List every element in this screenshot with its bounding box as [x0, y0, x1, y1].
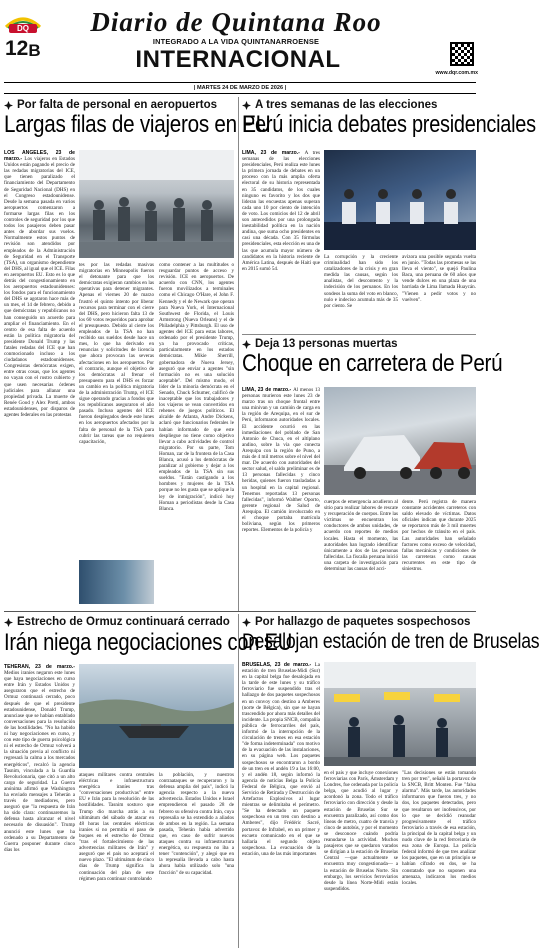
story4-column-2 [79, 772, 154, 948]
issue-date: | MARTES 24 DE MARZO DE 2026 | [193, 85, 287, 91]
story4-col3-text: la población, y nuestros contraataques se recuperaron y la defensa amplia del país", indicó la agencia respecto a la nueva advertencia. Estados Unidos e Israel emprendieron el pasado 28 de febrero su ofensiva contra Irán, cuya represalia se ha extendido a aliados de ambos en la región. La semana pasada, Teherán había advertido que, en caso de sufrir nuevos ataques contra su infraestructura energética, su respuesta no iba a tener "contención", y alegó que en la represalia llevada a cabo hasta ahora había utilizado solo "una fracción" de su capacidad. [159, 772, 234, 876]
story4-col1-text: Medios iraníes negaron este lunes que haya negociaciones en curso entre Irán y Estados Unidos y aseguraron que el estrecho de Ormuz continuará cerrado, poco después de que el presidente estadounidense, Donald Trump, anunciase que se habían entablado conversaciones para la resolución de las hostilidades. "No ha habido ni hay negociaciones en curso, y con este tipo de guerra psicológica ni el estrecho de Ormuz volverá a la situación previa al conflicto ni regresará la calma a los mercados energéticos", recalcó la agencia Tasnim, vinculada a la Guardia Revolucionaria, que citó a un alto cargo de seguridad. La Guerra anónima afirmó que Washington ha enviado mensajes a Teherán a través de mediadores, pero aseguró que "la respuesta de Irán ha sido clara: continuaremos la defensa hasta alcanzar el nivel necesario de disuasión". Trump anunció este lunes que ha ordenado a su Departamento de Guerra posponer durante cinco días los [4, 670, 75, 853]
story4-dateline: TEHERAN, 23 de marzo.- [4, 664, 75, 670]
section-title: INTERNACIONAL [135, 46, 341, 73]
page-divider [4, 611, 476, 612]
story3-kicker-text: Deja 13 personas muertas [255, 338, 398, 350]
story4-kicker [4, 616, 230, 628]
story3-column-1 [242, 387, 320, 607]
story5-col3-text: "Las decisiones se están tomando tren por tren", señaló la portavoz de la SNCB, Britt Monten. Fue "falsa alarma". Más tarde, las autoridades informaron que fueron tres, y no dos, los paquetes detectados, pero que resultaron ser inofensivos, por lo que se decidió reanudar progresivamente el tráfico ferroviario a través de esa estación, la principal de la capital belga y un nudo clave de la red ferroviaria de esa zona de Europa. La policía federal informó de que tres analizar los paquetes, que en un principio se habían cifrado en dos, se ha constatado que no suponen una amenaza, indicaron los medios locales. [402, 770, 476, 886]
story5-kicker-text: Por hallazgo de paquetes sospechosos [255, 616, 471, 628]
story5-kicker [242, 616, 470, 628]
page-number-digits: 12 [5, 37, 29, 60]
masthead-rule-bottom [4, 93, 476, 94]
story5-headline: Desalojan estación de tren de Bruselas [242, 630, 539, 653]
website[interactable]: www.dqr.com.mx [435, 70, 478, 76]
story5-column-1 [242, 662, 320, 948]
story1-headline: Largas filas de viajeros en EU [4, 111, 271, 138]
story1-col3-text: como contener a las multitudes o resguardar puntos de acceso y revisión. ICE en aeropuertos. De acuerdo con CNN, los agentes fueron movilizados a terminales como el Chicago O'Hare, el John F. Kennedy y el de Newark que operan para Nueva York, el Internacional Southwest de Florida, el Louis Armstrong (Nueva Orleans) y el de Philadelphia y Pittsburgh. El uso de agentes del ICE para estas labores, ordenado por el presidente Trump, ya ha provocado críticas, particularmente en los estados demócratas. Mikie Sherrill, gobernadora de Nueva Jersey, aseguró que enviar a agentes "sin formación no es una solución aceptable". Del mismo modo, el líder de la minoría demócrata en el Senado, Chuck Schumer, calificó de inaceptable que los trabajadores y los viajeros se vean convertidos en rehenes de juegos políticos. El alcalde de Atlanta, Andre Dickens, aclaró que funcionarios federales le habían informado de que este despliegue no tiene como objetivo llevar a cabo actividades de control migratorio. Por su parte, Tom Homan, zar de la frontera de la Casa Blanca, acusó a los demócratas de paralizar al gobierno y dejar a los empleados de la TSA sin sus sueldos. "Están castigando a los hombres y mujeres de la TSA porque no les gusta que se aplique la ley de inmigración", indicó hoy Homan a periodistas desde la Casa Blanca. [159, 262, 234, 512]
tagline: INTEGRADO A LA VIDA QUINTANARROENSE [152, 37, 320, 46]
story5-column-2 [324, 770, 398, 948]
story5-photo [324, 662, 476, 766]
story2-headline: Perú inicia debates presidenciales [242, 111, 536, 138]
story4-column-1 [4, 664, 75, 948]
story5-col1-text: La estación de tren Bruselas-Midi (Sur) en la capital belga fue desalojada en la tarde de este lunes y su tráfico ferroviario fue suspendido tras el hallazgo de dos paquetes sospechosos en un convoy con destino a Amberes (norte de Bélgica), sin que se hayan trascendido por ahora más detalles del incidente. La propia SNCB, compañía pública de ferrocarriles del país, informó de la interrupción de la circulación de trenes en esa estación "de forma indeterminada" con motivo de la evacuación de las instalaciones, en su página web. Los paquetes sospechosos se encontraron a bordo de un tren en el andén 19 a las 16:00, y el andén 18, según informó la agencia de noticias Belga la Policía Federal de Bélgica, que envió al Servicio de Retirada y Destrucción de Artefactos Explosivos al lugar mientras se delimitaba el perímetro. "Se ha detectado un paquete sospechoso en un tren con destino a Amberes", dijo Frédéric Sacré, portavoz de Infrabel, en un primer y escueto comunicado en el que se hallaría el segundo objeto sospechoso. La evacuación de la estación, una de las más importantes [242, 662, 320, 857]
arrow-icon [242, 340, 251, 349]
story2-col3-text: avizora una posible segunda vuelta en junio. "Todas las promesas se las lleva el viento", se quejó Paulina Baca, una peruana de 60 años que vende dulces en una plaza de una barriada de Lima llamada Huaycán. "Vienen a pedir votos y no vuelven". [402, 254, 476, 303]
story2-column-3 [402, 254, 476, 332]
arrow-icon [242, 618, 251, 627]
page-number-letter: B [28, 41, 41, 60]
story2-divider [242, 334, 476, 335]
story1-photo [79, 150, 234, 258]
arrow-icon [242, 101, 251, 110]
logo [4, 13, 42, 35]
story4-column-3 [159, 772, 234, 948]
train-station-photo-icon [324, 662, 476, 766]
story1-dateline: LOS ANGELES, 23 de marzo.- [4, 150, 75, 163]
story2-kicker [242, 99, 437, 111]
story5-column-3 [402, 770, 476, 948]
story1-column-2 [79, 262, 154, 604]
story4-headline: Irán niega negociaciones con EU [4, 629, 293, 656]
airport-queue-photo-icon [79, 150, 234, 258]
column-divider-2 [238, 614, 239, 948]
story1-kicker-text: Por falta de personal en aeropuertos [17, 99, 218, 111]
masthead-rule [4, 82, 476, 83]
story2-col2-text: La corrupción y la creciente criminalidad han sido los catalizadores de la crisis y en gran medida las causas, según los analistas, del descontento y la indecisión de los peruanos. En los sondeos la suma del voto en blanco, nulo e indeciso acumula más de 35 por ciento. Se [324, 254, 398, 309]
story2-col1-text: A tres semanas de las elecciones presidenciales, Perú realiza este lunes la primera jornada de debates en un proceso con la más amplia oferta electoral de su historia representada en 35 candidatos, de los cuales ninguno es favorito y los dos que lideran las encuestas apenas superan cada uno 10 por ciento de intención de voto. Los comicios del 12 de abril son antecedidos por una prolongada inestabilidad política en la nación andina, que suma ocho presidentes en casi una década. Con 35 fórmulas presidenciales, esta elección es una de las que acumula mayor número de candidatos en la historia reciente de América Latina, después de Haití que en 2015 sumó 54. [242, 150, 320, 272]
story5-dateline: BRUSELAS, 23 de marzo.- [242, 662, 315, 668]
story1-col1-text: Los viajeros en Estados Unidos están pagando el precio de las redadas migratorias del ICE, que tienen paralizado el financiamiento del Departamento de Seguridad Nacional (DHS) en el Congreso estadounidense. Desde la semana pasada en varios aeropuertos comenzaron a formarse largas filas en los controles de seguridad por los que todos los pasajeros deben pasar antes de abordar sus vuelos. Normalmente estos puntos de revisión son atendidos por empleados de la Administración de Seguridad en el Transporte (TSA), un organismo dependiente del DHS, al igual que el ICE. Filas en aeropuertos EU. Esto es lo que detrás del congestionamiento en los aeropuertos estadounidenses: los fondos para el funcionamiento del DHS se agotaron hace más de un mes, el 14 de febrero, debido a que demócratas y republicanos no han conseguido un acuerdo para ampliar el financiamiento. En el centro de esa falta de acuerdo están la política migratoria del presidente Donald Trump y las fatales redadas del ICE que han conmocionado incluso a los ciudadanos estadounidenses. Congresistas demócratas exigen, entre otras cosas, que los agentes no vayan con el rostro cubierto y que usen necesarias órdenes judiciales para allanar una propiedad privada. La muerte de Renée Good y Alex Pretti, ambos estadounidenses, por disparos de agentes federales en las protestas [4, 156, 75, 419]
logo-letters: DQ [17, 24, 29, 33]
story1-col2-text: tes por las redadas masivas migratorias en Minneapolis fueron el detonante para que los demócratas exigieran cambios en las operativas para detener migrantes. Apenas el viernes 20 de marzo frustró el quinto intento por liberar recursos para terminar con el cierre del DHS, pero hicieron falta 13 de los 60 votos requeridos para aprobar el presupuesto. Debido al cierre los empleados de la TSA no han recibido sus sueldos desde hace un mes, lo que ha derivado en renuncias y solicitudes de licencia que ahora provocan las severas afectaciones en los aeropuertos. Por el contrario, aunque el objetivo de los demócratas al frenar el presupuesto para el DHS es forzar un cambio en la política migratoria de la administración Trump, el ICE sigue operando gracias a fondos que los republicanos aseguraron el año pasado. Incluso agentes del ICE fueron desplegados desde este lunes en los aeropuertos afectados por la falta de personal de la TSA para cubrir las tareas que no requieren capacitación, [79, 262, 154, 445]
story1-column-1 [4, 150, 75, 604]
story5-col2-text: en el país y que incluye conexiones ferroviarias con París, Ámsterdam y Londres, fue ordenada por la policía belga, que acudió al lugar y acordonó la zona. Todo el tráfico ferroviario con dirección y desde la estación de Bruselas Sur se encuentra paralizado, así como dos líneas de metro, cuatro de tranvía y cinco de autobús, y por el momento se desconoce cuándo podría reanudarse la actividad. Muchos pasajeros que se quedaron varados se dirigían a la estación de Bruselas Central —que actualmente se encuentra muy congestionada— a la estación de Bruselas Norte. Sin embargo, los servicios ferroviarios desde la línea Norte-Midi están suspendidos. [324, 770, 398, 892]
story3-col1-text: Al menos 13 personas murieron este lunes 23 de marzo tras un choque frontal entre una minivan y un camión de carga en la región de Arequipa, en el sur de Perú, informaron autoridades locales. El accidente ocurrió en las inmediaciones del poblado de San Antonio de Chuca, en el altiplano andino, sobre la vía que conecta Arequipa con la región de Puno, a más de 4 mil metros sobre el nivel del mar. De acuerdo con autoridades del sector salud, el saldo preliminar es de 13 personas fallecidas y cinco heridas, quienes fueron trasladadas a un hospital en la capital regional. Tenemos reportadas 13 personas fallecidas", informó Walther Oporto, gerente regional de Salud de Arequipa. El camión involucrado en el choque portaba matrícula boliviana, según los primeros reportes. Elementos de la policía y [242, 387, 320, 534]
story2-photo [324, 150, 476, 250]
story2-kicker-text: A tres semanas de las elecciones [255, 99, 438, 111]
column-divider [238, 97, 239, 612]
story3-col2-text: cuerpos de emergencia acudieron al sitio para realizar labores de rescate y recuperación de cuerpos. Entre las víctimas se encuentran los conductores de ambos unidades, de acuerdo con reportes de medios locales. Hasta el momento, las autoridades han logrado identificar únicamente a dos de las personas fallecidas. La fiscalía peruana inició una carpeta de investigación para determinar las causas del acci- [324, 499, 398, 573]
story4-kicker-text: Estrecho de Ormuz continuará cerrado [17, 616, 230, 628]
story1-column-3 [159, 262, 234, 604]
story1-kicker [4, 99, 217, 111]
newspaper-title: Diario de Quintana Roo [90, 7, 382, 37]
story1-photo-2 [79, 560, 154, 604]
story2-column-2 [324, 254, 398, 332]
arrow-icon [4, 101, 13, 110]
debate-stage-photo-icon [324, 150, 476, 250]
story3-photo [324, 387, 476, 495]
strait-photo-icon [79, 664, 234, 768]
story2-column-1 [242, 150, 320, 332]
story3-kicker [242, 338, 398, 350]
page-number [5, 38, 41, 62]
story4-photo [79, 664, 234, 768]
story3-dateline: LIMA, 23 de marzo.- [242, 387, 294, 393]
story3-headline: Choque en carretera de Perú [242, 350, 503, 377]
qr-code-icon[interactable] [450, 42, 474, 66]
story3-column-2 [324, 499, 398, 607]
story2-dateline: LIMA, 23 de marzo.- [242, 150, 305, 156]
masthead [0, 0, 480, 92]
story4-col2-text: ataques militares contra centrales eléctricas e infraestructura energética iraníes tras "conversaciones productivas" entre EU e Irán para la resolución de las hostilidades. Tasnim sostuvo que Trump dio marcha atrás a su ultimátum del sábado de atacar en 48 horas las centrales eléctricas iraníes si no permitía el paso de buques en el estrecho de Ormuz "tras el fortalecimiento de las advertencias militares de Irán" y aseguró que el país no aceptará el nuevo plazo. "El ultimátum de cinco días de Trump significa la continuación del plan de este régimen para continuar controlando [79, 772, 154, 882]
story3-column-3 [402, 499, 476, 607]
story3-col3-text: dente. Perú registra de manera constante accidentes carreteros con saldo elevado de víctimas. Datos oficiales indican que durante 2025 se reportaron más de 3 mil muertes por hechos de tránsito en el país. Las autoridades han señalado factores como exceso de velocidad, fallas mecánicas y condiciones de las carreteras como causas recurrentes en este tipo de siniestros. [402, 499, 476, 573]
crash-scene-photo-icon [324, 387, 476, 495]
arrow-icon [4, 618, 13, 627]
